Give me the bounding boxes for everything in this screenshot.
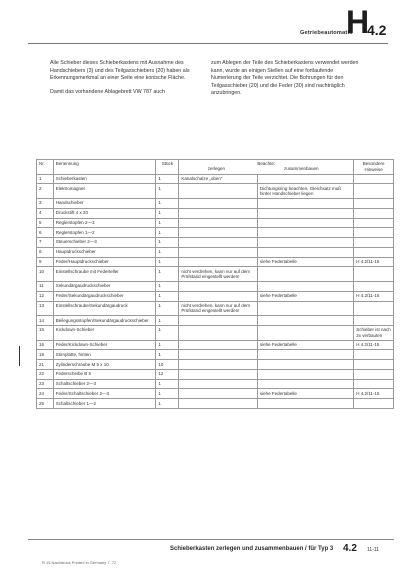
cell-nr: 21	[37, 360, 54, 370]
cell-zusammenbauen	[257, 350, 353, 360]
table-row	[37, 174, 394, 184]
cell-nr: 5	[37, 218, 54, 228]
table-row	[37, 369, 394, 379]
cell-zerlegen	[179, 291, 258, 301]
cell-zusammenbauen: siehe Federtabelle	[257, 389, 353, 399]
cell-stueck: 1	[156, 340, 179, 350]
table-row	[37, 282, 394, 292]
cell-stueck: 1	[156, 301, 179, 316]
cell-benennung: Feder/Hauptdruckschieber	[53, 257, 156, 267]
cell-nr: 11	[37, 282, 54, 292]
cell-zusammenbauen	[257, 174, 353, 184]
cell-nr: 1	[37, 174, 54, 184]
header-subtitle: Getriebeautomatik	[300, 30, 353, 36]
cell-benennung: Sekundärgaudruckschieber	[53, 282, 156, 292]
intro-paragraph: zum Ablegen der Teile des Schieberkastens verwendet werden kann, wurde an einigen Stellen auf eine fortlaufende Numerierung der Teile verzichtet. Die Bohrungen für den Teilgasschieber (20) und die Feder (30) sind nachträglich anzubringen.	[211, 60, 359, 96]
cell-nr: 12	[37, 291, 54, 301]
col-header-zerlegen: zerlegen	[207, 166, 226, 172]
cell-zerlegen	[179, 340, 258, 350]
cell-zusammenbauen	[257, 369, 353, 379]
cell-stueck: 1	[156, 257, 179, 267]
cell-hinweise	[354, 282, 394, 292]
cell-zusammenbauen	[257, 399, 353, 409]
footer-rule	[28, 539, 394, 540]
cell-zerlegen	[179, 184, 258, 199]
cell-nr: 14	[37, 316, 54, 326]
cell-benennung: Feder/Sekundärgaudruckschieber	[53, 291, 156, 301]
cell-stueck: 1	[156, 208, 179, 218]
cell-stueck: 1	[156, 247, 179, 257]
cell-benennung: Einstellschraube/Sekundärgaudruck	[53, 301, 156, 316]
cell-stueck: 1	[156, 389, 179, 399]
table-row	[37, 247, 394, 257]
cell-benennung: Druckstift 4 x 20	[53, 208, 156, 218]
cell-stueck: 1	[156, 291, 179, 301]
cell-hinweise: Schieber ist nach 2x verbauten	[354, 325, 394, 340]
cell-stueck: 1	[156, 198, 179, 208]
cell-benennung: Handschieber	[53, 198, 156, 208]
col-header-beachte	[179, 160, 354, 175]
footer-section-code: 4.2	[343, 543, 357, 554]
intro-right-column	[211, 60, 361, 104]
cell-benennung: Kickdown-Schieber	[53, 325, 156, 340]
cell-hinweise: H 4.2/11-15	[354, 389, 394, 399]
cell-zusammenbauen	[257, 198, 353, 208]
cell-stueck: 1	[156, 325, 179, 340]
header-section-number: 4.2	[367, 22, 387, 38]
page-header	[0, 0, 413, 55]
cell-hinweise	[354, 316, 394, 326]
col-header-stueck: Stück	[156, 160, 179, 175]
cell-zerlegen	[179, 325, 258, 340]
cell-nr: 24	[37, 389, 54, 399]
cell-benennung: Beilegungsstopfen/Sekundärgaudruckschieber	[53, 316, 156, 326]
cell-zerlegen: nicht verdrehen, kann nur auf dem Prüfstand eingestellt werden!	[179, 301, 258, 316]
table-row	[37, 340, 394, 350]
cell-nr: 15	[37, 325, 54, 340]
cell-zusammenbauen	[257, 282, 353, 292]
cell-hinweise	[354, 379, 394, 389]
cell-stueck: 1	[156, 399, 179, 409]
cell-zusammenbauen: Dichtungsring beachten, Gleichsatz muß hinter Handschieber liegen	[257, 184, 353, 199]
cell-benennung: Hauptdruckschieber	[53, 247, 156, 257]
cell-nr: 6	[37, 228, 54, 238]
cell-zerlegen	[179, 282, 258, 292]
cell-zusammenbauen	[257, 247, 353, 257]
cell-benennung: Feder/Schaltschieber 2—3	[53, 389, 156, 399]
table-row	[37, 238, 394, 248]
cell-stueck: 12	[156, 369, 179, 379]
cell-stueck: 1	[156, 174, 179, 184]
cell-benennung: Elektromagnet	[53, 184, 156, 199]
cell-nr: 16	[37, 340, 54, 350]
footer-title: Schieberkasten zerlegen und zusammenbauen / für Typ 3	[170, 546, 334, 552]
intro-paragraph: Damit das vorhandene Ablagebrett VW 787 auch	[50, 88, 165, 95]
cell-benennung: Schaltschieber 1—2	[53, 399, 156, 409]
table-row	[37, 208, 394, 218]
cell-nr: 3	[37, 198, 54, 208]
cell-zerlegen	[179, 228, 258, 238]
intro-left-column	[50, 60, 197, 102]
cell-zerlegen	[179, 198, 258, 208]
table-row	[37, 325, 394, 340]
table-row	[37, 291, 394, 301]
parts-table	[36, 159, 394, 409]
cell-zerlegen: Kanalschalze „oben“	[179, 174, 258, 184]
table-row	[37, 301, 394, 316]
table-row	[37, 316, 394, 326]
cell-hinweise	[354, 198, 394, 208]
cell-stueck: 10	[156, 360, 179, 370]
cell-zerlegen	[179, 208, 258, 218]
cell-hinweise	[354, 267, 394, 282]
cell-stueck: 1	[156, 267, 179, 282]
table-row	[37, 228, 394, 238]
cell-zusammenbauen: siehe Federtabelle	[257, 291, 353, 301]
cell-zusammenbauen	[257, 325, 353, 340]
cell-zerlegen	[179, 389, 258, 399]
table-row	[37, 399, 394, 409]
cell-zusammenbauen	[257, 238, 353, 248]
cell-benennung: Schaltschieber 2—3	[53, 379, 156, 389]
cell-stueck: 1	[156, 379, 179, 389]
table-row	[37, 379, 394, 389]
cell-nr: 10	[37, 267, 54, 282]
header-section-letter: H	[346, 4, 370, 40]
cell-nr: 4	[37, 208, 54, 218]
table-row	[37, 218, 394, 228]
table-row	[37, 389, 394, 399]
cell-benennung: Schieberkasten	[53, 174, 156, 184]
cell-benennung: Zylinderschraube M 5 x 10	[53, 360, 156, 370]
table-header-row	[37, 160, 394, 175]
intro-paragraph: Alle Schieber dieses Schieberkastens mit Ausnahme des Handschiebers (3) und des Teilgasschiebers (20) haben als Erkennungsmerkmal an einer Seite eine konische Fläche.	[50, 60, 190, 81]
table-row	[37, 198, 394, 208]
cell-zusammenbauen: siehe Federtabelle	[257, 340, 353, 350]
cell-zerlegen	[179, 350, 258, 360]
footer-print-info: R 15 Nachdruck Printed in Germany 7. 72	[42, 560, 117, 565]
table-row	[37, 360, 394, 370]
cell-zerlegen	[179, 369, 258, 379]
cell-zusammenbauen	[257, 379, 353, 389]
table-row	[37, 350, 394, 360]
cell-zerlegen	[179, 247, 258, 257]
cell-benennung: Reglerstopfen 1—2	[53, 228, 156, 238]
cell-nr: 2	[37, 184, 54, 199]
cell-nr: 19	[37, 350, 54, 360]
cell-stueck: 1	[156, 228, 179, 238]
cell-benennung: Steuerschieber 2—3	[53, 238, 156, 248]
cell-nr: 25	[37, 399, 54, 409]
cell-zerlegen	[179, 218, 258, 228]
cell-benennung: Stirnplatte, hinten	[53, 350, 156, 360]
cell-hinweise	[354, 228, 394, 238]
cell-benennung: Einstellschraube mit Federteller	[53, 267, 156, 282]
cell-zusammenbauen	[257, 208, 353, 218]
footer-page-number: 11-11	[367, 547, 380, 553]
cell-stueck: 1	[156, 184, 179, 199]
cell-hinweise: H 4.2/11-15	[354, 257, 394, 267]
cell-zerlegen	[179, 379, 258, 389]
cell-hinweise	[354, 350, 394, 360]
beachte-label: Beachte:	[257, 161, 276, 166]
cell-stueck: 1	[156, 350, 179, 360]
col-header-hinweise: Besondere Hinweise	[354, 160, 394, 175]
cell-zusammenbauen	[257, 316, 353, 326]
cell-zerlegen: nicht verdrehen, kann nur auf dem Prüfstand eingestellt werden!	[179, 267, 258, 282]
cell-zusammenbauen	[257, 218, 353, 228]
cell-stueck: 1	[156, 316, 179, 326]
cell-zerlegen	[179, 399, 258, 409]
cell-hinweise	[354, 174, 394, 184]
cell-nr: 23	[37, 379, 54, 389]
cell-stueck: 1	[156, 218, 179, 228]
cell-hinweise	[354, 218, 394, 228]
table-row	[37, 184, 394, 199]
cell-zusammenbauen	[257, 228, 353, 238]
cell-hinweise	[354, 301, 394, 316]
cell-zerlegen	[179, 257, 258, 267]
col-header-nr: Nr.	[37, 160, 54, 175]
col-header-zusammenbauen: zusammenbauen	[284, 166, 319, 172]
cell-zusammenbauen	[257, 301, 353, 316]
cell-stueck: 1	[156, 282, 179, 292]
cell-hinweise	[354, 208, 394, 218]
cell-hinweise	[354, 238, 394, 248]
cell-zerlegen	[179, 316, 258, 326]
cell-hinweise	[354, 247, 394, 257]
table-row	[37, 257, 394, 267]
col-header-benennung: Benennung	[53, 160, 156, 175]
table-row	[37, 267, 394, 282]
cell-zusammenbauen	[257, 267, 353, 282]
cell-hinweise: H 4.2/11-15	[354, 340, 394, 350]
cell-hinweise	[354, 184, 394, 199]
cell-nr: 9	[37, 257, 54, 267]
cell-nr: 7	[37, 238, 54, 248]
cell-hinweise: H 4.2/11-15	[354, 291, 394, 301]
cell-benennung: Feder/Kickdown-Schieber	[53, 340, 156, 350]
cell-nr: 13	[37, 301, 54, 316]
cell-zusammenbauen: siehe Federtabelle	[257, 257, 353, 267]
cell-benennung: Reglerstopfen 2—3	[53, 218, 156, 228]
header-rule	[28, 43, 388, 44]
cell-hinweise	[354, 360, 394, 370]
cell-zusammenbauen	[257, 360, 353, 370]
margin-mark	[19, 346, 20, 366]
cell-benennung: Federscheibe B 5	[53, 369, 156, 379]
cell-zerlegen	[179, 360, 258, 370]
cell-hinweise	[354, 399, 394, 409]
cell-stueck: 1	[156, 238, 179, 248]
cell-hinweise	[354, 369, 394, 379]
cell-zerlegen	[179, 238, 258, 248]
cell-nr: 8	[37, 247, 54, 257]
cell-nr: 22	[37, 369, 54, 379]
